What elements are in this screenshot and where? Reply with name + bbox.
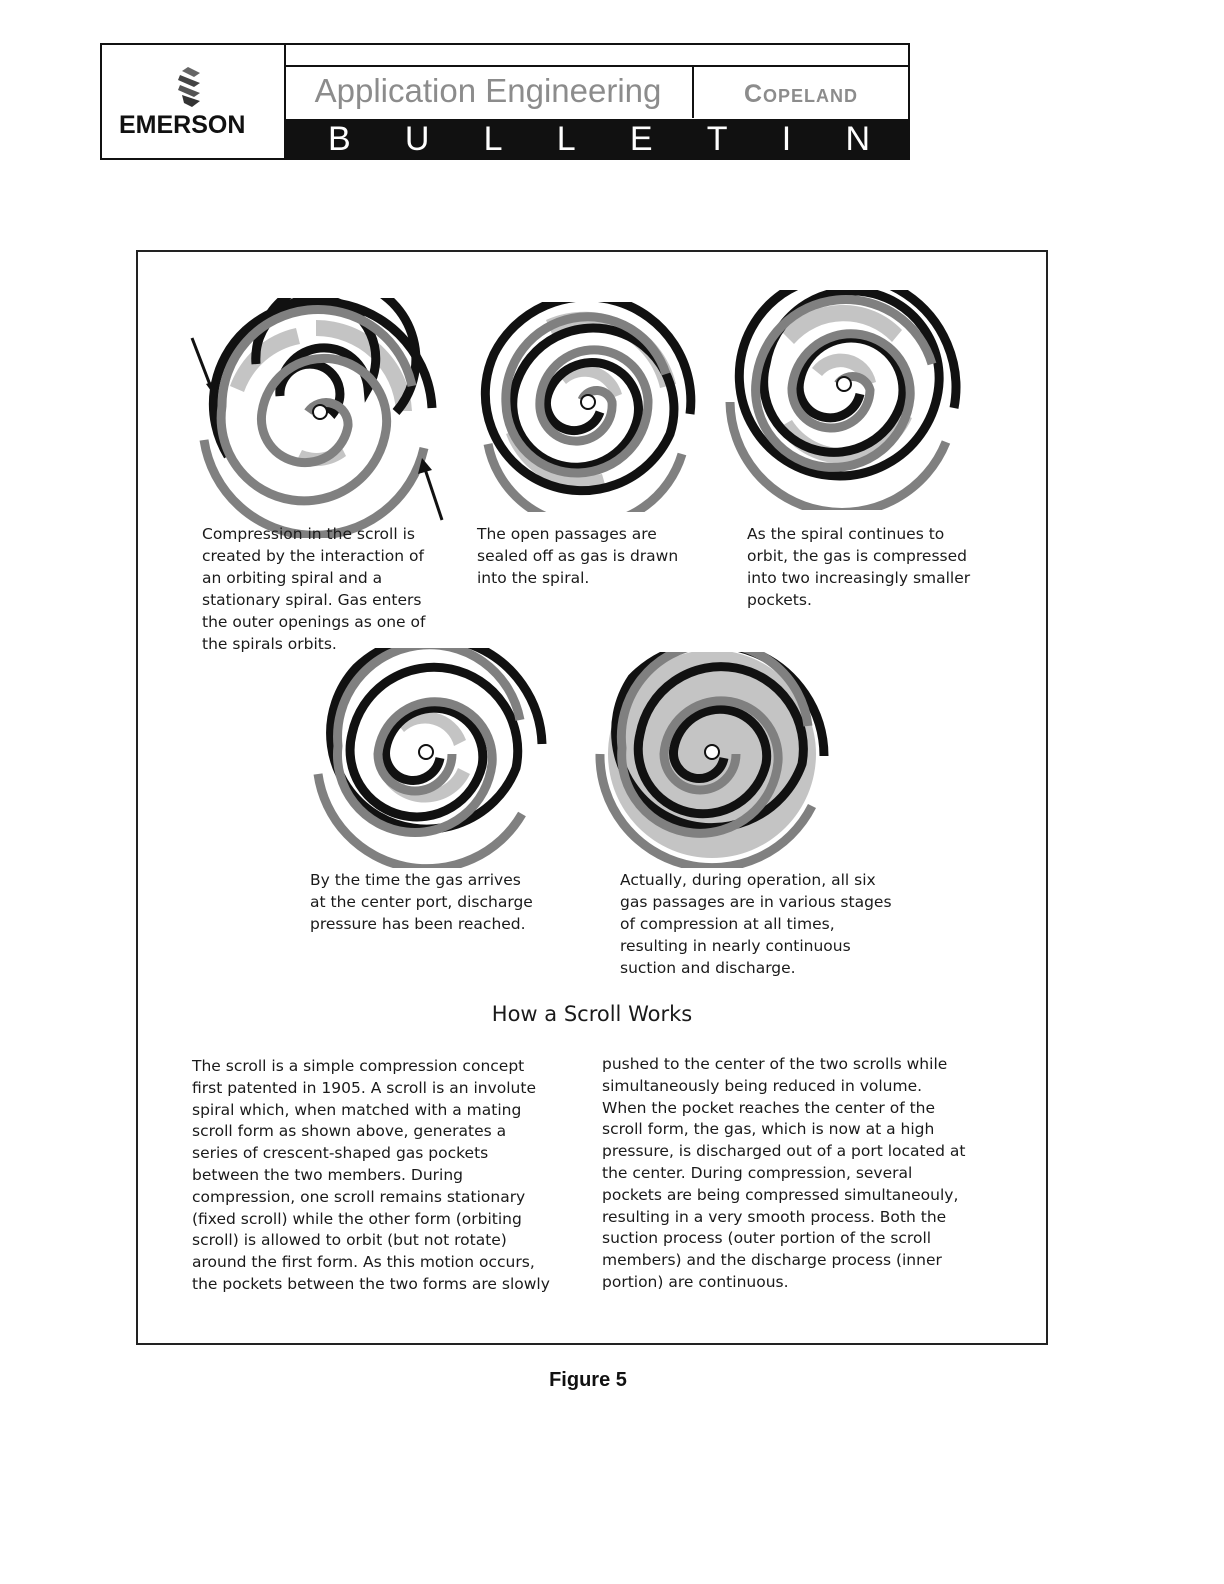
figure-label: Figure 5: [549, 1369, 627, 1391]
scroll-diagram-5: [594, 652, 844, 868]
figure-title: How a Scroll Works: [491, 1002, 693, 1026]
caption-step-1: Compression in the scroll is created by the interaction of an orbiting spiral and a stationary spiral. Gas enters the outer openings as one of the spirals orbits.: [202, 525, 426, 653]
gas-inlet-arrow-icon: [424, 466, 442, 520]
emerson-logo: [102, 45, 286, 158]
bulletin-header: [100, 43, 910, 160]
bulletin-letter: E: [629, 120, 653, 158]
scroll-diagram-3: [722, 290, 962, 510]
bulletin-letter: I: [781, 120, 792, 158]
bulletin-letter: T: [706, 120, 728, 158]
header-top-strip: [284, 45, 908, 67]
bulletin-letter: L: [556, 120, 576, 158]
scroll-figure-box: [136, 250, 1048, 1345]
emerson-mark-icon: [174, 65, 208, 109]
caption-step-4: By the time the gas arrives at the center port, discharge pressure has been reached.: [310, 871, 533, 933]
bulletin-letter: N: [845, 120, 870, 158]
caption-step-3: As the spiral continues to orbit, the gas is compressed into two increasingly smaller pockets.: [747, 525, 971, 609]
scroll-diagram-4: [310, 648, 560, 868]
scroll-diagram-2: [474, 302, 704, 512]
body-text-right: pushed to the center of the two scrolls while simultaneously being reduced in volume. When the pocket reaches the center of the scroll form, the gas, which is now at a high pressure, is discharged out of a port located at the center. During compression, several pockets are being compressed simultaneouly, resulting in a very smooth process. Both the suction process (outer portion of the scroll members) and the discharge process (inner portion) are continuous.: [602, 1055, 966, 1291]
gas-inlet-arrow-icon: [192, 338, 212, 390]
scroll-diagram-1: [184, 298, 454, 538]
emerson-brand: EMERSON: [119, 111, 246, 139]
bulletin-letter: U: [404, 120, 430, 158]
caption-step-5: Actually, during operation, all six gas passages are in various stages of compression at all times, resulting in nearly continuous suction and discharge.: [620, 871, 892, 977]
application-engineering-title: Application Engineering: [284, 66, 694, 118]
body-text-left: The scroll is a simple compression concept first patented in 1905. A scroll is an involute spiral which, when matched with a mating scroll form as shown above, generates a series of crescent-shaped gas pockets between the two members. During compression, one scroll remains stationary (fixed scroll) while the other form (orbiting scroll) is allowed to orbit (but not rotate) around the first form. As this motion occurs, the pockets between the two forms are slowly: [192, 1057, 550, 1293]
bulletin-banner: [284, 119, 908, 158]
copeland-logo: Copeland: [743, 80, 859, 108]
caption-step-2: The open passages are sealed off as gas is drawn into the spiral.: [477, 525, 679, 587]
bulletin-letter: B: [328, 120, 351, 158]
bulletin-letter: L: [483, 120, 503, 158]
